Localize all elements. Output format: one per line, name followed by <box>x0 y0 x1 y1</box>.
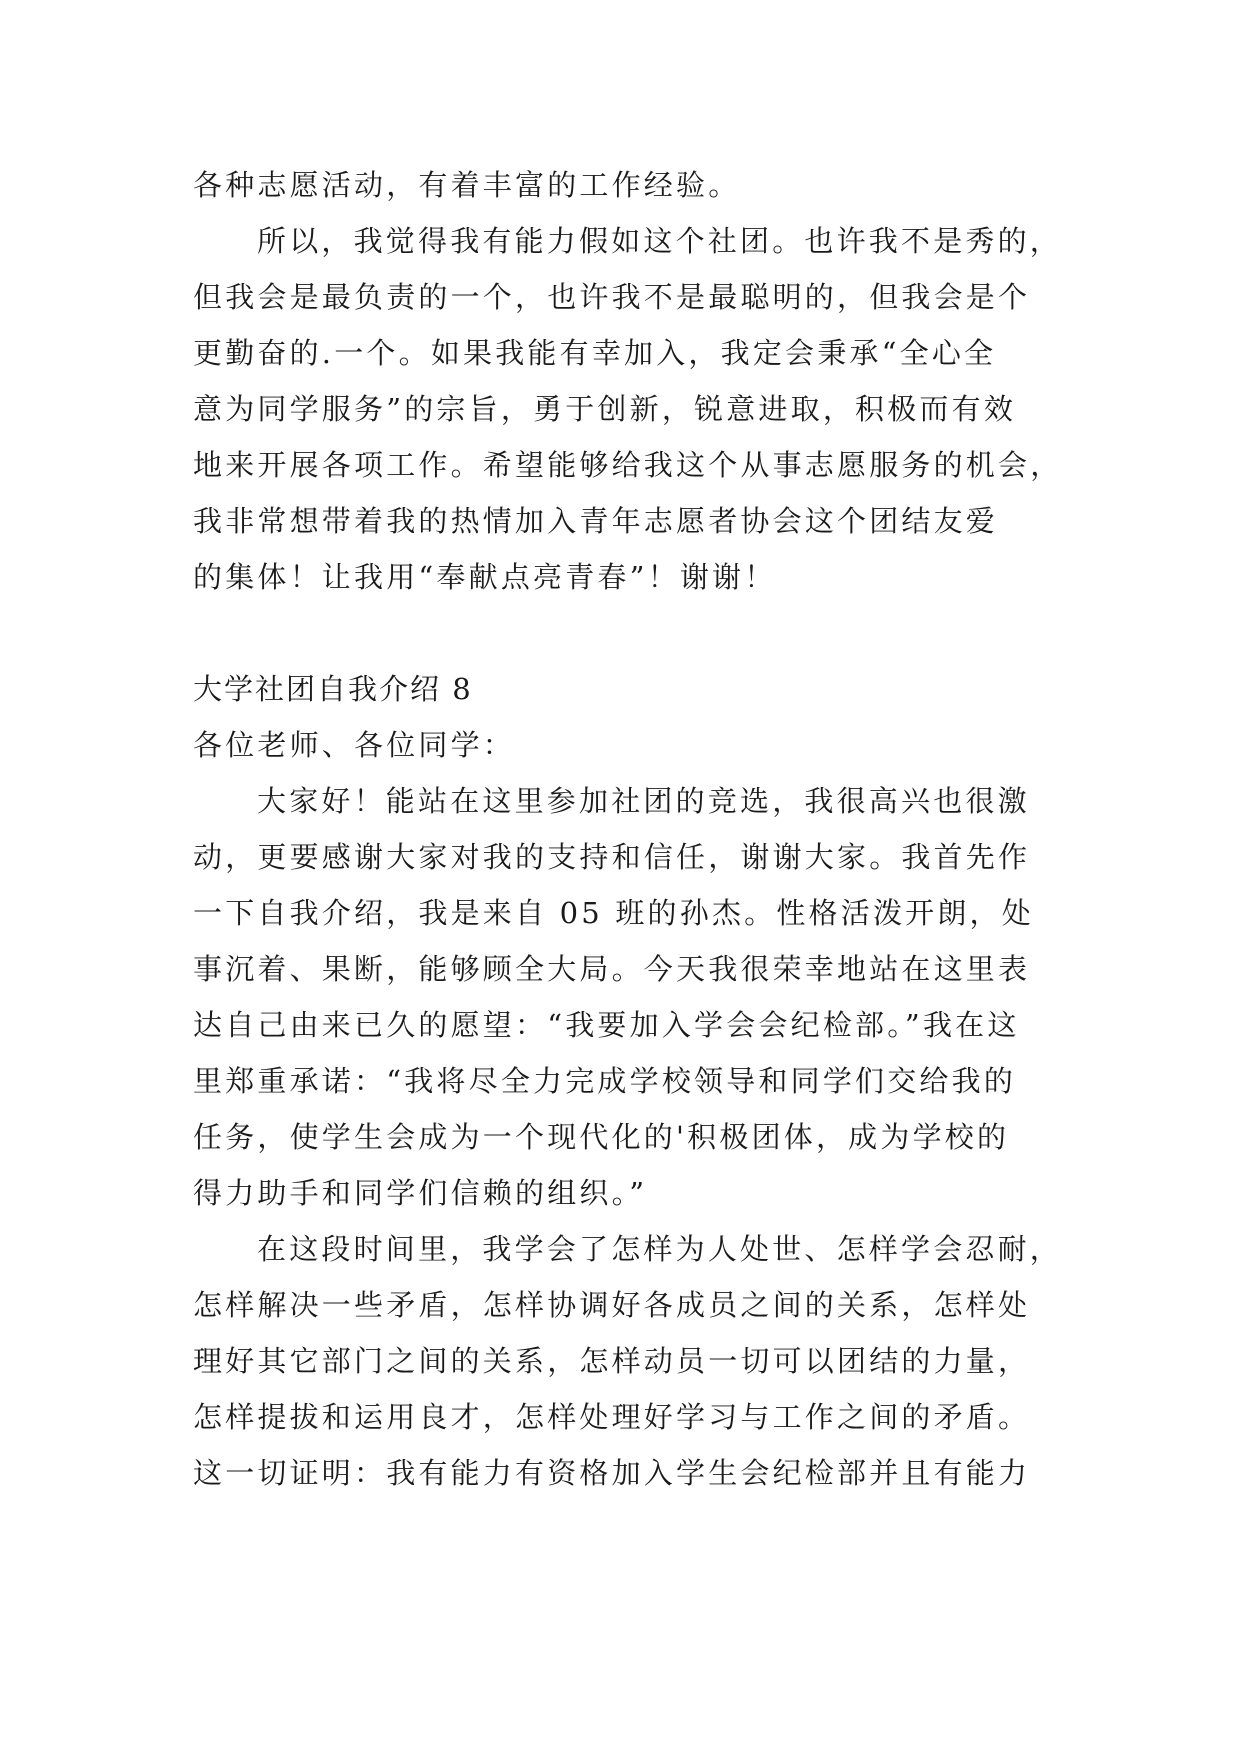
text-line: 各种志愿活动，有着丰富的工作经验。 <box>193 168 741 202</box>
text-line: 怎样提拔和运用良才，怎样处理好学习与工作之间的矛盾。 <box>193 1400 1031 1434</box>
text-line: 但我会是最负责的一个，也许我不是最聪明的，但我会是个 <box>193 280 1031 314</box>
text-line: 更勤奋的.一个。如果我能有幸加入，我定会秉承“全心全 <box>193 336 997 370</box>
text-line: 怎样解决一些矛盾，怎样协调好各成员之间的关系，怎样处 <box>193 1288 1031 1322</box>
document-body <box>193 157 1063 1501</box>
text-line: 意为同学服务”的宗旨，勇于创新，锐意进取，积极而有效 <box>193 392 1017 426</box>
text-line: 任务，使学生会成为一个现代化的'积极团体，成为学校的 <box>193 1120 1010 1154</box>
text-line: 的集体！让我用“奉献点亮青春”！谢谢！ <box>193 560 777 594</box>
paragraph-intro-tail <box>193 157 1055 213</box>
text-line: 大家好！能站在这里参加社团的竞选，我很高兴也很激 <box>257 784 1030 818</box>
text-line: 里郑重承诺：“我将尽全力完成学校领导和同学们交给我的 <box>193 1064 1017 1098</box>
salutation: 各位老师、各位同学： <box>193 728 516 762</box>
text-line: 一下自我介绍，我是来自 05 班的孙杰。性格活泼开朗，处 <box>193 896 1034 930</box>
paragraph-greeting <box>193 773 1055 1221</box>
text-line: 得力助手和同学们信赖的组织。” <box>193 1176 648 1210</box>
text-line: 这一切证明：我有能力有资格加入学生会纪检部并且有能力 <box>193 1456 1031 1490</box>
paragraph-experience <box>193 1221 1063 1501</box>
paragraph-conclusion <box>193 213 1063 605</box>
text-line: 达自己由来已久的愿望：“我要加入学会会纪检部。”我在这 <box>193 1008 1020 1042</box>
text-line: 理好其它部门之间的关系，怎样动员一切可以团结的力量， <box>193 1344 1031 1378</box>
text-line: 动，更要感谢大家对我的支持和信任，谢谢大家。我首先作 <box>193 840 1031 874</box>
section-spacer <box>193 605 1055 661</box>
text-line: 在这段时间里，我学会了怎样为人处世、怎样学会忍耐， <box>257 1232 1063 1266</box>
text-line: 所以，我觉得我有能力假如这个社团。也许我不是秀的， <box>257 224 1063 258</box>
text-line: 事沉着、果断，能够顾全大局。今天我很荣幸地站在这里表 <box>193 952 1031 986</box>
text-line: 我非常想带着我的热情加入青年志愿者协会这个团结友爱 <box>193 504 999 538</box>
text-line: 地来开展各项工作。希望能够给我这个从事志愿服务的机会， <box>193 448 1063 482</box>
section-heading: 大学社团自我介绍 8 <box>193 672 473 706</box>
